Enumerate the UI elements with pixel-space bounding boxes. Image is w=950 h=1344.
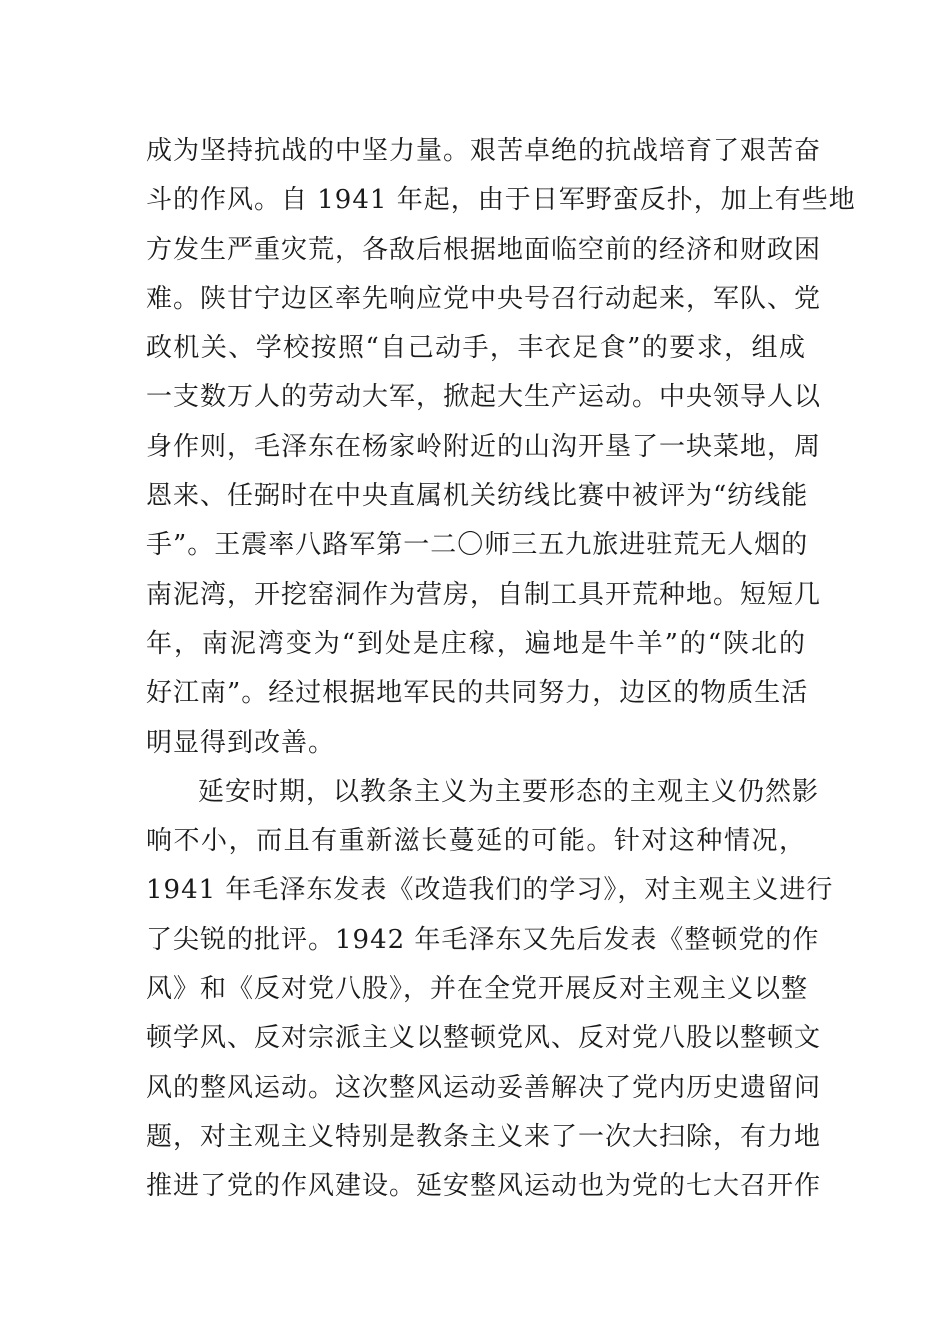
paragraph-2 — [146, 768, 834, 1212]
text-line: 响不小，而且有重新滋长蔓延的可能。针对这种情况， — [146, 826, 806, 857]
text-line: 身作则，毛泽东在杨家岭附近的山沟开垦了一块菜地，周 — [146, 431, 822, 462]
paragraph-1 — [146, 127, 856, 768]
text-line: 了尖锐的批评。1942 年毛泽东又先后发表《整顿党的作 — [146, 924, 820, 955]
text-line: 斗的作风。自 1941 年起，由于日军野蛮反扑，加上有些地 — [146, 185, 856, 216]
text-line: 手”。王震率八路军第一二〇师三五九旅进驻荒无人烟的 — [146, 530, 809, 561]
text-line: 南泥湾，开挖窑洞作为营房，自制工具开荒种地。短短几 — [146, 579, 822, 610]
text-line: 明显得到改善。 — [146, 727, 336, 758]
text-line: 政机关、学校按照“自己动手，丰衣足食”的要求，组成 — [146, 333, 806, 364]
text-line: 年，南泥湾变为“到处是庄稼，遍地是牛羊”的“陕北的 — [146, 628, 806, 659]
body-text — [146, 127, 856, 1212]
text-line: 题，对主观主义特别是教条主义来了一次大扫除，有力地 — [146, 1121, 822, 1152]
text-line: 方发生严重灾荒，各敌后根据地面临空前的经济和财政困 — [146, 234, 822, 265]
text-line: 成为坚持抗战的中坚力量。艰苦卓绝的抗战培育了艰苦奋 — [146, 136, 822, 166]
text-line: 推进了党的作风建设。延安整风运动也为党的七大召开作 — [146, 1171, 822, 1202]
text-line: 风》和《反对党八股》，并在全党开展反对主观主义以整 — [146, 974, 809, 1005]
text-line: 顿学风、反对宗派主义以整顿党风、反对党八股以整顿文 — [146, 1023, 822, 1054]
text-line: 好江南”。经过根据地军民的共同努力，边区的物质生活 — [146, 678, 809, 709]
text-line: 风的整风运动。这次整风运动妥善解决了党内历史遗留问 — [146, 1072, 822, 1103]
text-line: 恩来、任弼时在中央直属机关纺线比赛中被评为“纺线能 — [146, 481, 809, 512]
text-line: 1941 年毛泽东发表《改造我们的学习》，对主观主义进行 — [146, 875, 834, 906]
text-line: 延安时期，以教条主义为主要形态的主观主义仍然影 — [198, 776, 820, 807]
text-line: 一支数万人的劳动大军，掀起大生产运动。中央领导人以 — [146, 382, 822, 413]
text-line: 难。陕甘宁边区率先响应党中央号召行动起来，军队、党 — [146, 283, 822, 314]
